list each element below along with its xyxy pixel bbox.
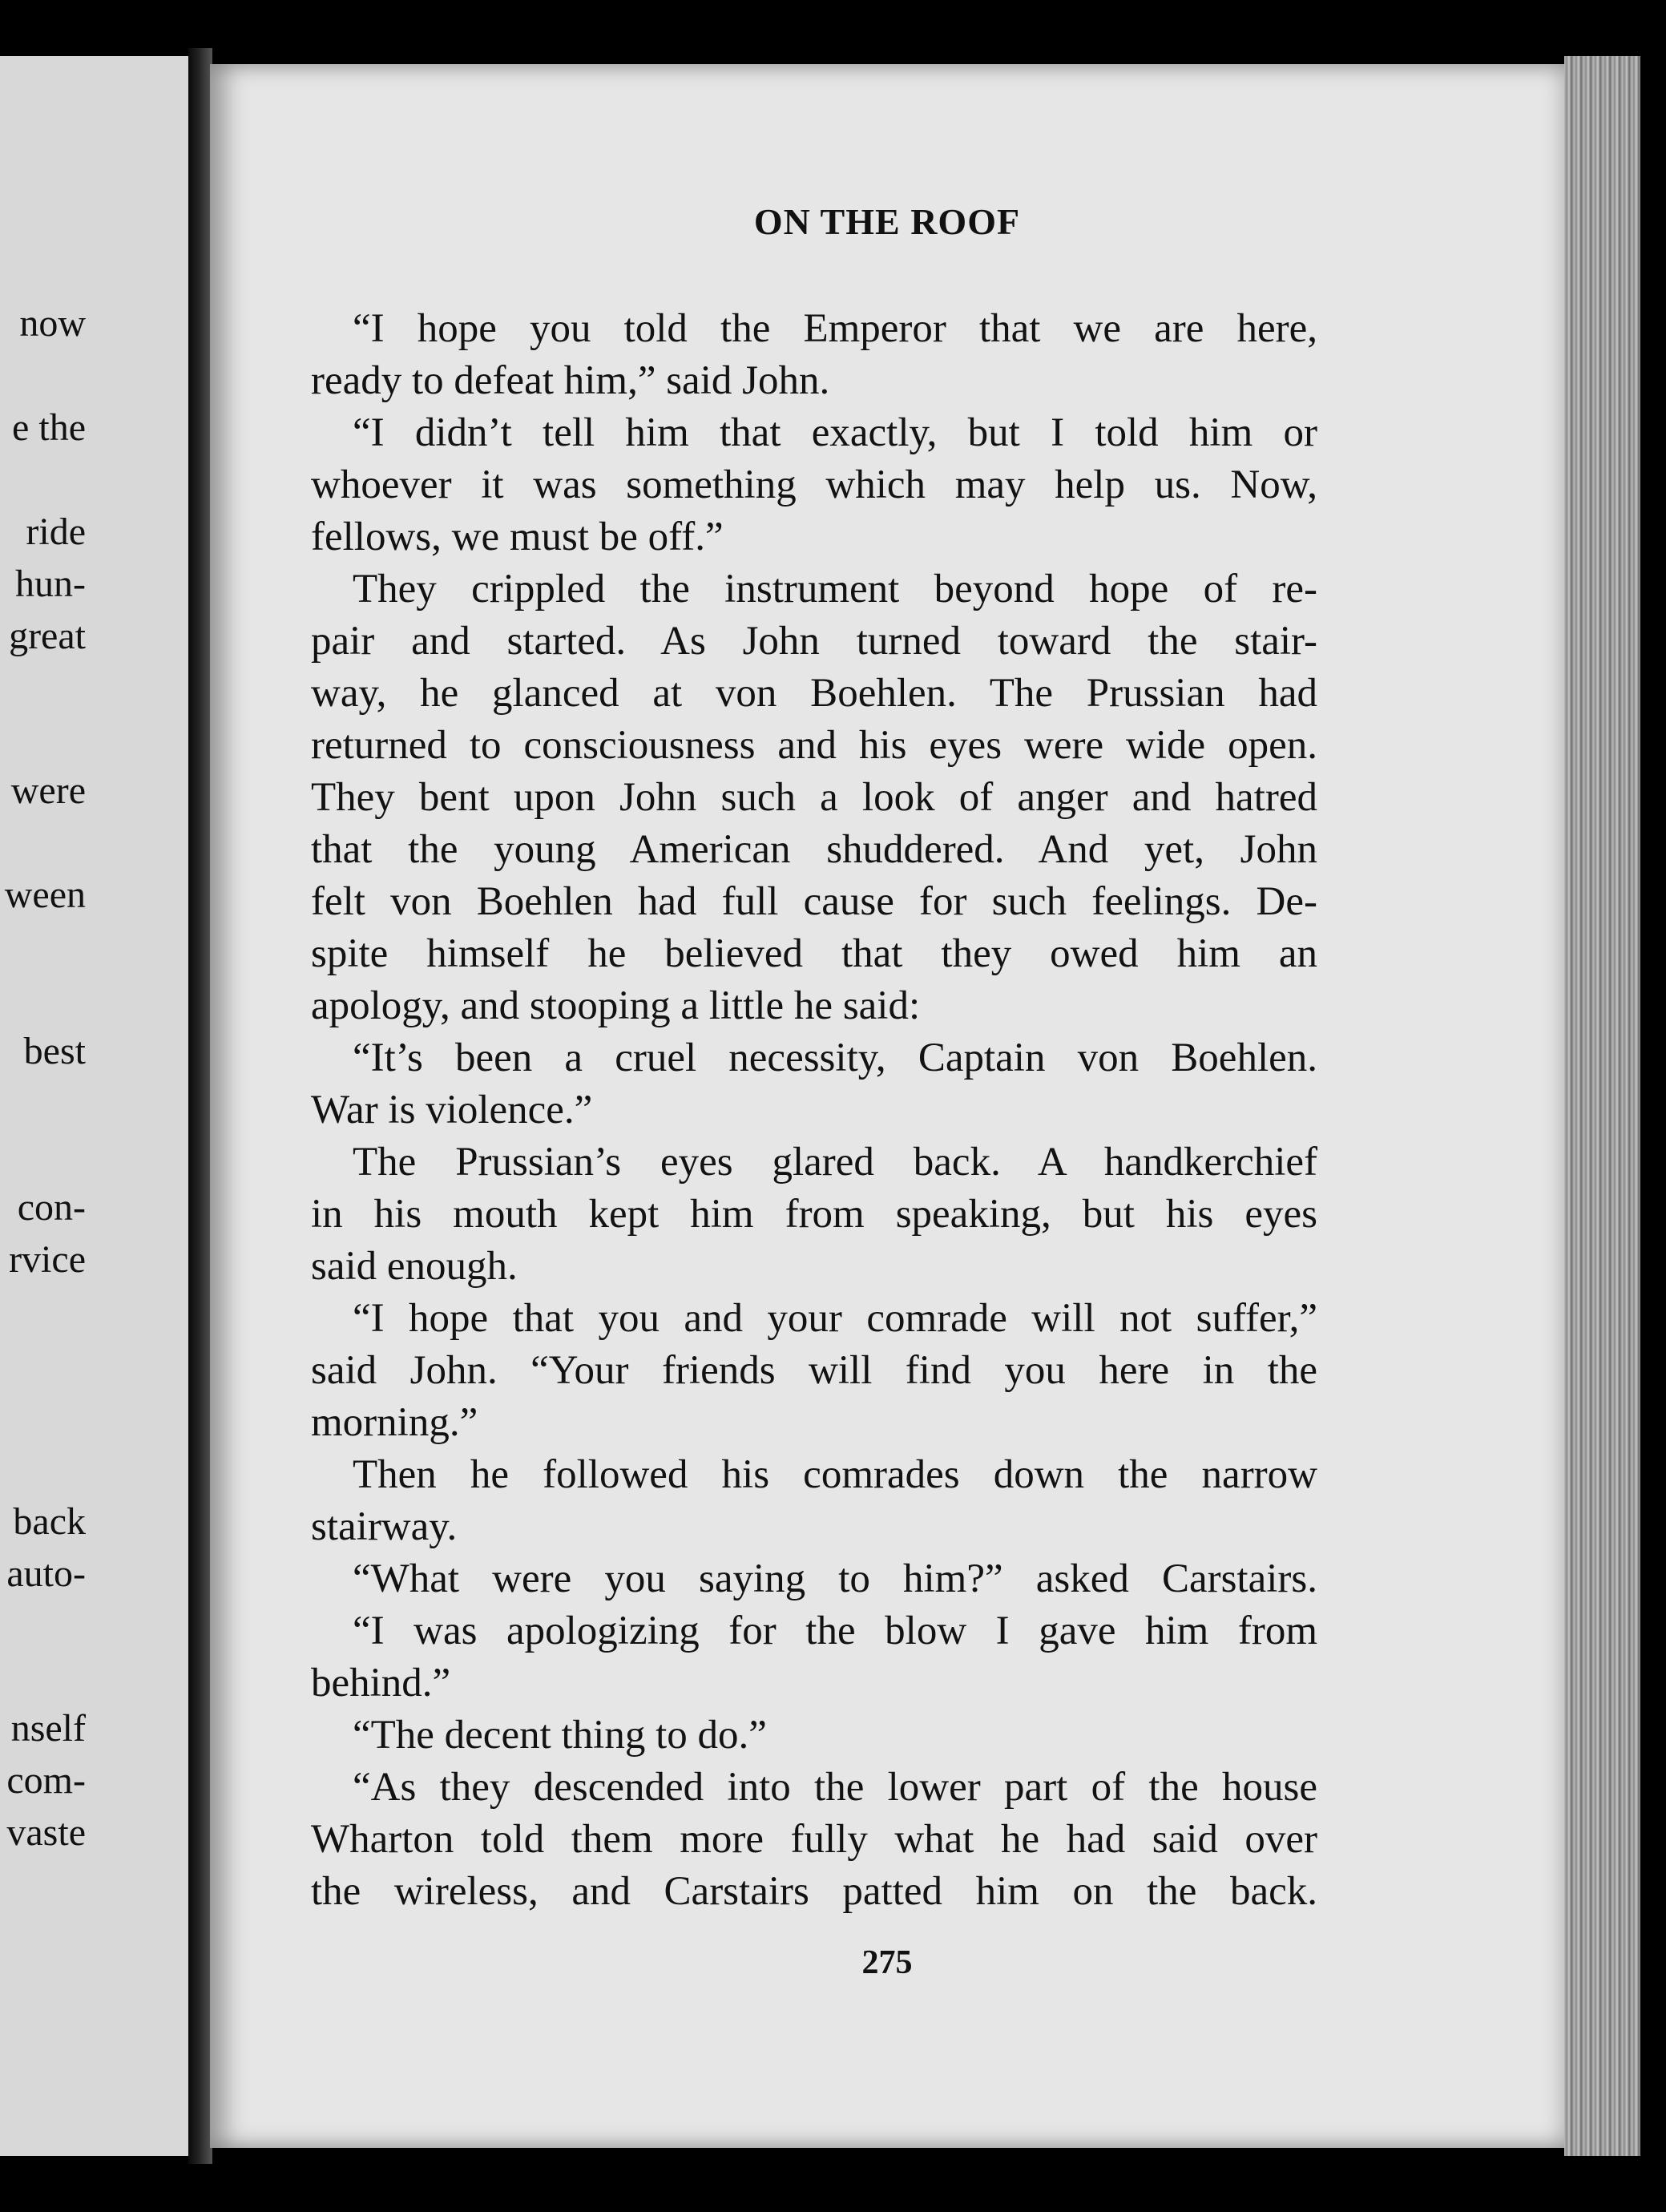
- book-gutter: [188, 48, 212, 2164]
- text-line: whoever it was something which may help us. Now,: [311, 462, 1317, 507]
- text-line: Wharton told them more fully what he had said over: [311, 1817, 1317, 1862]
- text-line: said enough.: [311, 1244, 518, 1289]
- left-page-fragment: were: [10, 769, 86, 812]
- text-line: War is violence.”: [311, 1088, 593, 1132]
- text-line: “I hope that you and your comrade will not suffer,”: [353, 1296, 1317, 1341]
- left-page-fragment: com-: [6, 1759, 86, 1802]
- text-line: “The decent thing to do.”: [353, 1713, 767, 1758]
- left-facing-page: [0, 56, 191, 2156]
- text-line: the wireless, and Carstairs patted him on the back.: [311, 1869, 1317, 1914]
- text-line: ready to defeat him,” said John.: [311, 358, 830, 403]
- text-line: said John. “Your friends will find you here in the: [311, 1348, 1317, 1393]
- left-page-fragment: now: [19, 302, 86, 345]
- running-head: ON THE ROOF: [753, 201, 1021, 242]
- text-line: spite himself he believed that they owed him an: [311, 931, 1317, 976]
- left-page-fragment: rvice: [9, 1238, 86, 1281]
- text-line: behind.”: [311, 1661, 451, 1705]
- page-number: 275: [861, 1944, 913, 1981]
- left-page-fragment: hun-: [15, 563, 86, 605]
- left-page-fragment: great: [9, 615, 86, 657]
- left-page-fragment: e the: [12, 406, 86, 449]
- left-page-fragment: vaste: [6, 1811, 86, 1854]
- text-line: stairway.: [311, 1504, 458, 1549]
- text-line: pair and started. As John turned toward the stair-: [311, 619, 1317, 664]
- text-line: returned to consciousness and his eyes were wide open.: [311, 723, 1317, 768]
- text-line: that the young American shuddered. And yet, John: [311, 827, 1317, 872]
- text-line: apology, and stooping a little he said:: [311, 983, 921, 1028]
- text-line: way, he glanced at von Boehlen. The Prussian had: [311, 671, 1317, 716]
- left-page-fragment: back: [13, 1500, 86, 1543]
- text-line: They bent upon John such a look of anger and hatred: [311, 775, 1317, 820]
- left-page-fragment: con-: [17, 1186, 86, 1229]
- text-line: “I didn’t tell him that exactly, but I told him or: [353, 410, 1317, 455]
- text-line: morning.”: [311, 1400, 478, 1445]
- text-line: “I was apologizing for the blow I gave him from: [353, 1609, 1317, 1653]
- left-page-fragment: ween: [4, 874, 86, 916]
- left-page-fragment: auto-: [6, 1552, 86, 1595]
- page-edges: [1564, 56, 1640, 2156]
- left-page-fragment: ride: [26, 511, 86, 553]
- text-line: fellows, we must be off.”: [311, 515, 724, 559]
- text-line: felt von Boehlen had full cause for such feelings. De-: [311, 879, 1317, 924]
- text-line: The Prussian’s eyes glared back. A handkerchief: [353, 1140, 1317, 1185]
- body-text: [311, 303, 1317, 1918]
- text-line: Then he followed his comrades down the narrow: [353, 1452, 1317, 1497]
- text-line: “As they descended into the lower part of the house: [353, 1765, 1317, 1810]
- text-line: “I hope you told the Emperor that we are here,: [353, 306, 1317, 351]
- left-page-fragment: best: [23, 1030, 86, 1072]
- text-line: “What were you saying to him?” asked Carstairs.: [353, 1556, 1317, 1601]
- text-line: “It’s been a cruel necessity, Captain von Boehlen.: [353, 1035, 1317, 1080]
- text-line: They crippled the instrument beyond hope of re-: [353, 567, 1317, 612]
- text-line: in his mouth kept him from speaking, but his eyes: [311, 1192, 1317, 1237]
- left-page-fragment: nself: [10, 1707, 86, 1750]
